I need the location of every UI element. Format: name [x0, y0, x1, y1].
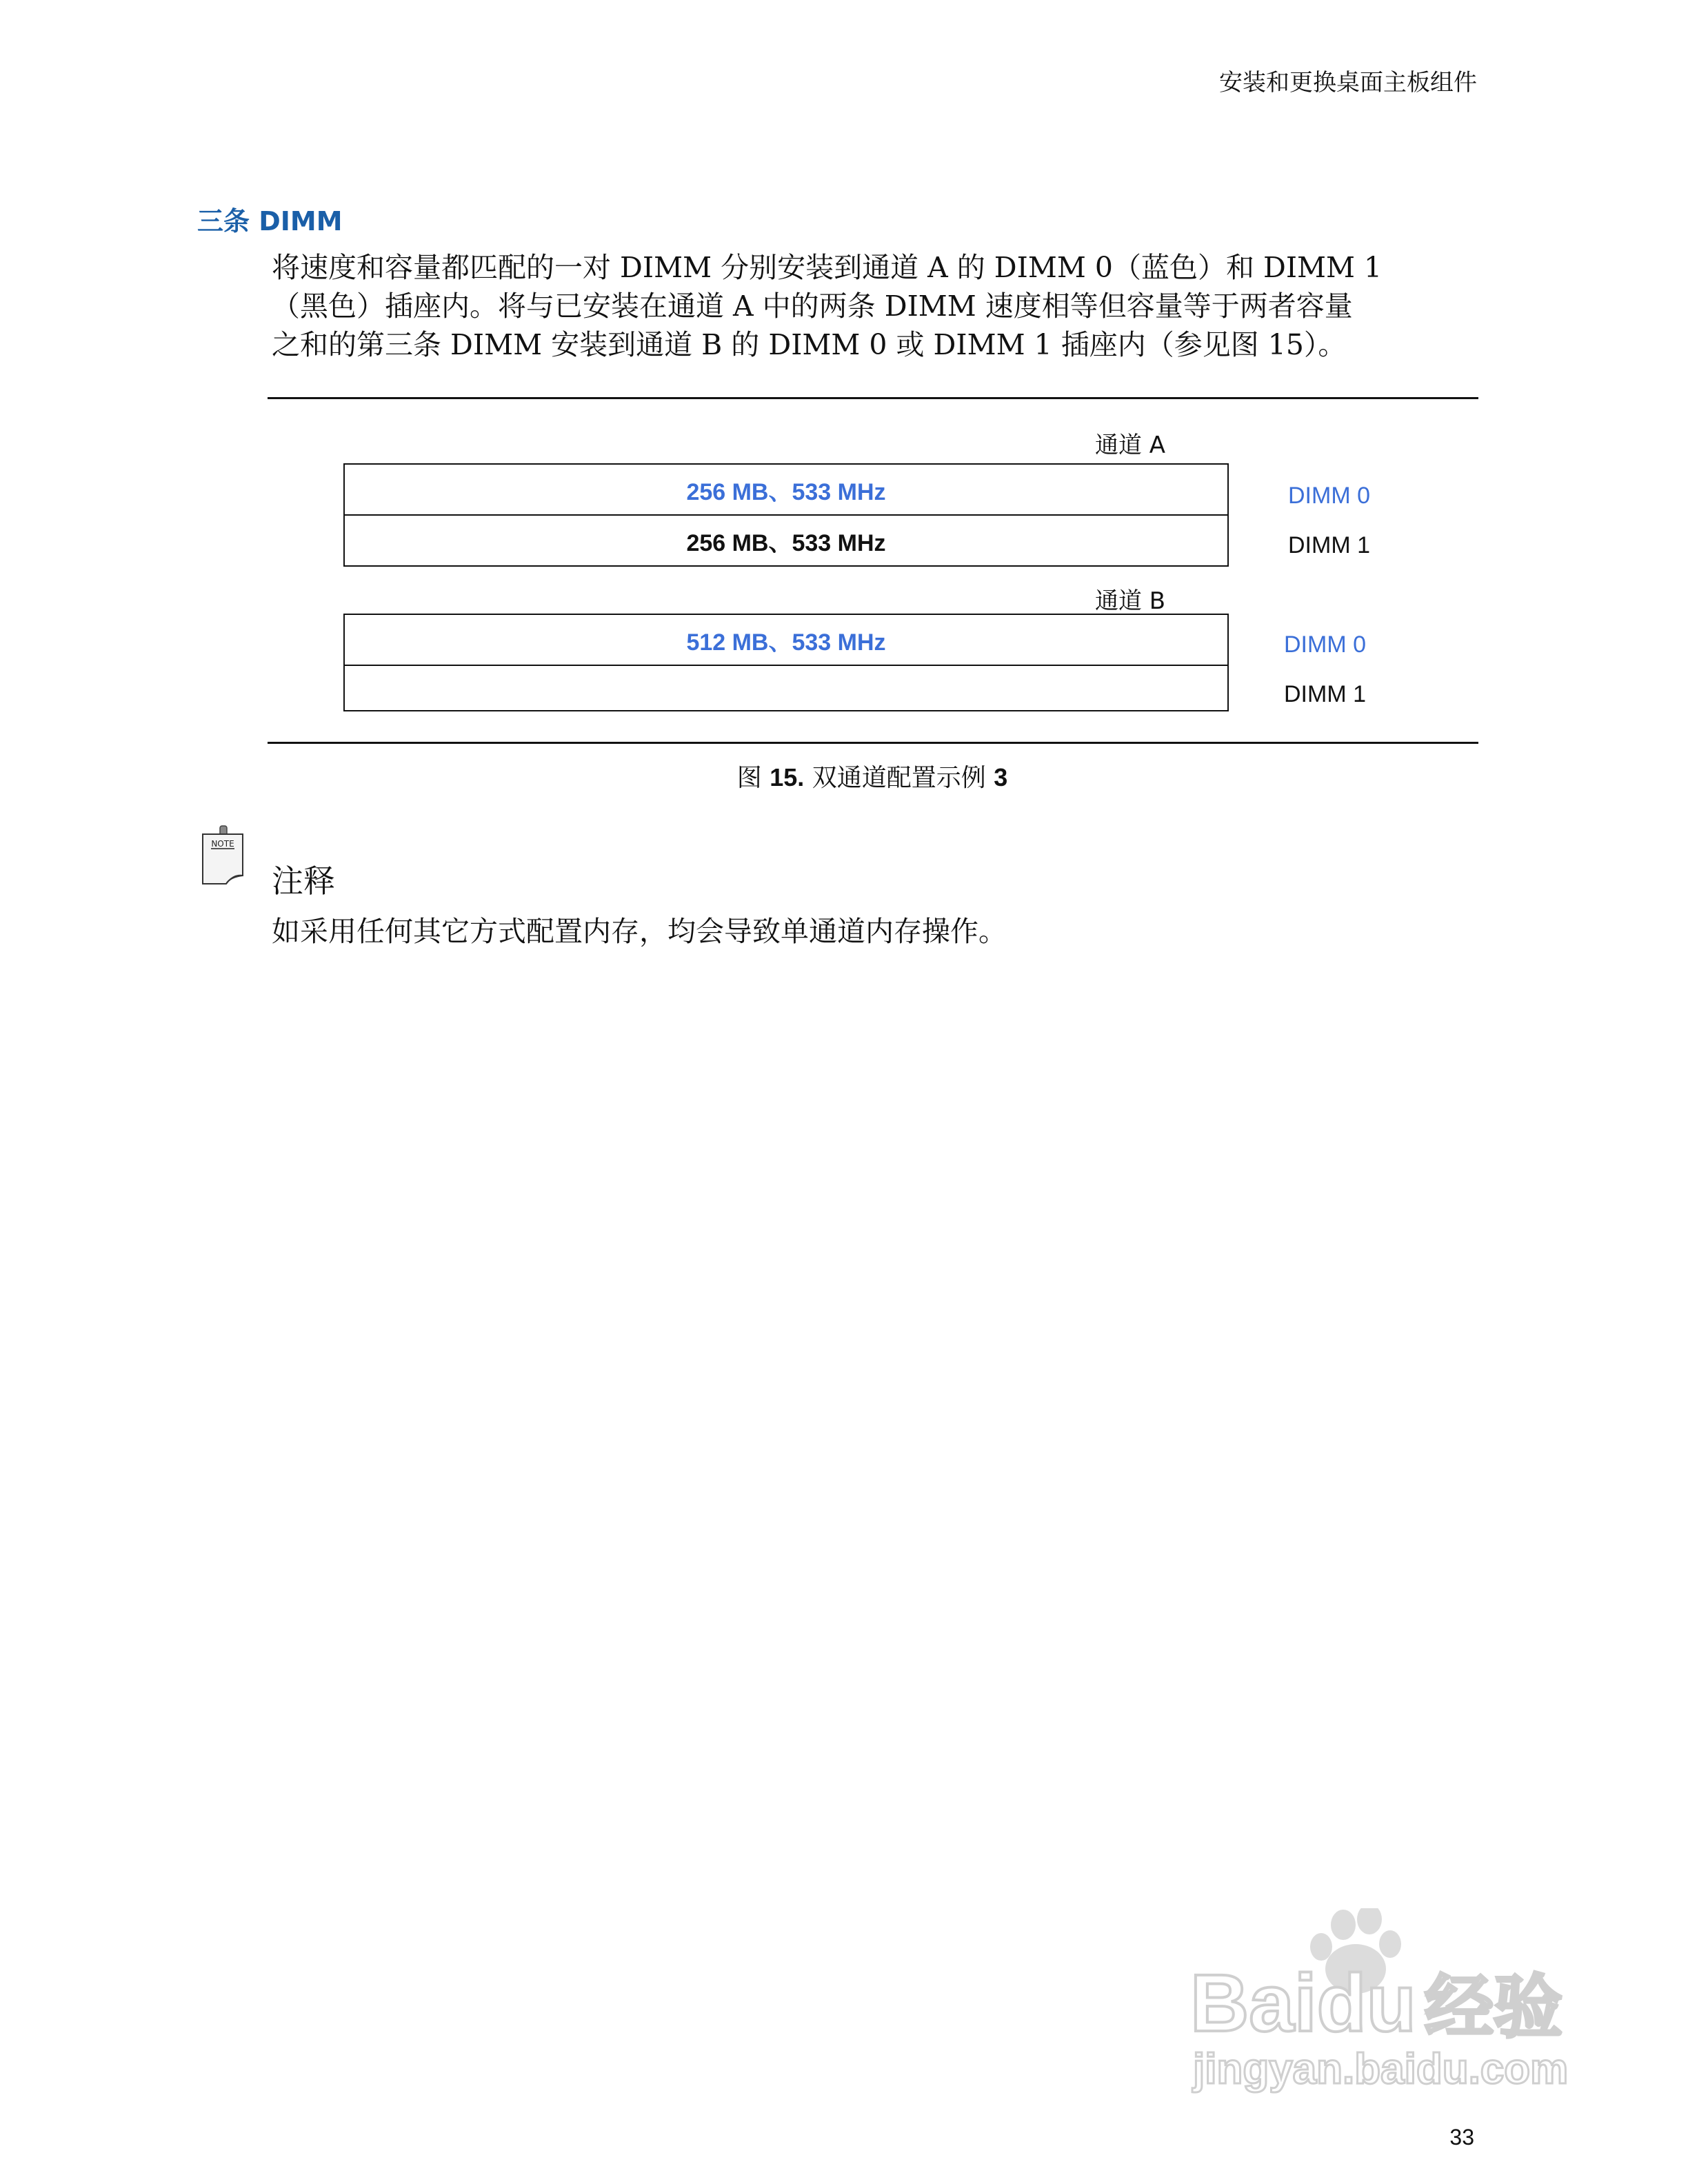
channel-a-dimm0-slot: 256 MB、533 MHz	[686, 478, 886, 505]
channel-b-label: 通道 B	[1095, 587, 1166, 615]
channel-b-dimm-group	[343, 614, 1229, 711]
watermark-product: 经验	[1425, 1967, 1563, 2048]
caption-prefix: 图	[736, 764, 762, 792]
paragraph-line: 之和的第三条 DIMM 安装到通道 B 的 DIMM 0 或 DIMM 1 插座内（参见图 15）。	[272, 328, 1347, 361]
note-body: 如采用任何其它方式配置内存，均会导致单通道内存操作。	[272, 915, 1007, 948]
baidu-watermark	[1183, 1908, 1583, 2101]
caption-number: 15.	[770, 763, 805, 791]
figure-caption	[0, 758, 1688, 793]
note-title: 注释	[272, 862, 335, 900]
running-header: 安装和更换桌面主板组件	[1219, 69, 1477, 97]
channel-b-dimm1-slot	[345, 665, 1227, 710]
figure-bottom-rule	[268, 742, 1478, 744]
figure-top-rule	[268, 397, 1478, 399]
caption-suffix: 3	[994, 763, 1008, 791]
channel-b-dimm1-label: DIMM 1	[1284, 681, 1366, 707]
watermark-brand: Baidu	[1190, 1958, 1416, 2049]
note-icon	[199, 825, 248, 888]
channel-a-dimm0-label: DIMM 0	[1288, 483, 1370, 509]
paragraph-line: 将速度和容量都匹配的一对 DIMM 分别安装到通道 A 的 DIMM 0（蓝色）和 DIMM 1	[272, 251, 1383, 284]
channel-a-dimm1-slot: 256 MB、533 MHz	[345, 514, 1227, 565]
channel-a-dimm1-label: DIMM 1	[1288, 532, 1370, 558]
paragraph-line: （黑色）插座内。将与已安装在通道 A 中的两条 DIMM 速度相等但容量等于两者容量	[272, 290, 1353, 323]
page-number: 33	[1449, 2125, 1474, 2150]
channel-b-dimm0-label: DIMM 0	[1284, 631, 1366, 658]
watermark-url: jingyan.baidu.com	[1193, 2045, 1569, 2093]
note-icon-label: NOTE	[211, 839, 234, 849]
channel-a-label: 通道 A	[1095, 432, 1166, 459]
caption-text: 双通道配置示例	[812, 764, 986, 792]
body-paragraph	[272, 248, 1430, 364]
section-title: 三条 DIMM	[197, 206, 343, 236]
channel-a-dimm-group	[343, 463, 1229, 567]
channel-b-dimm0-slot: 512 MB、533 MHz	[686, 629, 886, 656]
